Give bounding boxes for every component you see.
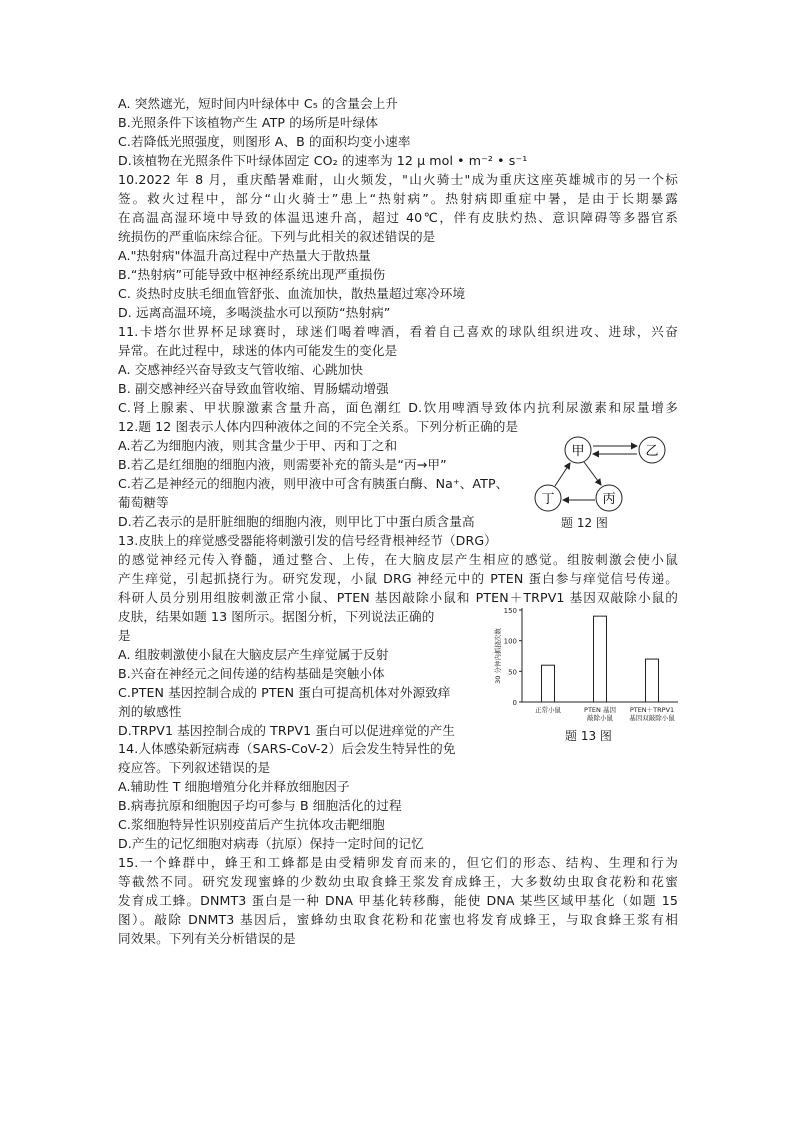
q14-option-b: B.病毒抗原和细胞因子均可参与 B 细胞活化的过程 [118,798,402,813]
q15-stem-line3: 发育成工蜂。DNMT3 蛋白是一种 DNA 甲基化转移酶，能使 DNA 某些区域甲基化（如题 15 [118,893,678,908]
q9-option-b: B.光照条件下该植物产生 ATP 的场所是叶绿体 [118,115,379,130]
q10-stem-line3: 在高温高湿环境中导致的体温迅速升高，超过 40℃，伴有皮肤灼热、意识障碍等多器官系 [118,210,678,225]
q13-stem-line5: 皮肤，结果如题 13 图所示。据图分析，下列说法正确的 [118,609,435,624]
q10-stem-line1: 10.2022 年 8 月，重庆酷暑难耐，山火频发，"山火骑士"成为重庆这座英雄城市的另一个标 [118,172,678,187]
q10-stem-line4: 统损伤的严重临床综合征。下列与此相关的叙述错误的是 [118,229,436,244]
q11-option-a: A. 交感神经兴奋导致支气管收缩、心跳加快 [118,362,364,377]
q13-stem-line4: 科研人员分别用组胺刺激正常小鼠、PTEN 基因敲除小鼠和 PTEN＋TRPV1 基因双敲除小鼠的 [118,590,678,605]
q14-stem-line1: 14.人体感染新冠病毒（SARS-CoV-2）后会发生特异性的免 [118,741,456,756]
figure-12-diagram [520,432,680,516]
q13-option-c-line1: C.PTEN 基因控制合成的 PTEN 蛋白可提高机体对外源致痒 [118,685,451,700]
y-tick-label: 0 [512,699,517,707]
q15-stem-line2: 等截然不同。研究发现蜜蜂的少数幼虫取食蜂王浆发育成蜂王，大多数幼虫取食花粉和花蜜 [118,874,678,889]
y-tick-label: 50 [508,668,517,677]
q14-option-c: C.浆细胞特异性识别疫苗后产生抗体攻击靶细胞 [118,817,385,832]
q9-option-c: C.若降低光照强度，则图形 A、B 的面积均变小速率 [118,134,411,149]
q11-stem-line2: 异常。在此过程中，球迷的体内可能发生的变化是 [118,343,398,358]
y-tick-label: 100 [503,637,517,646]
q10-option-c: C. 炎热时皮肤毛细血管舒张、血流加快，散热量超过寒冷环境 [118,286,466,301]
node-jia-label: 甲 [571,444,585,459]
arrow-ding-jia [555,463,570,486]
q12-option-a: A.若乙为细胞内液，则其含量少于甲、丙和丁之和 [118,438,398,453]
q15-stem-line5: 同效果。下列有关分析错误的是 [118,931,296,946]
q10-option-a: A."热射病"体温升高过程中产热量大于散热量 [118,248,371,263]
q14-option-d: D.产生的记忆细胞对病毒（抗原）保持一定时间的记忆 [118,836,424,851]
x-tick-label: 正常小鼠 [535,706,561,714]
q12-option-b: B.若乙是红细胞的细胞内液，则需要补充的箭头是“丙→甲” [118,457,447,472]
q9-option-a: A. 突然遮光，短时间内叶绿体中 C₅ 的含量会上升 [118,96,399,111]
y-axis-label: 30 分钟内抓挠次数 [494,628,502,684]
q10-stem-line2: 签。救火过程中，部分“山火骑士”患上“热射病”。热射病即重症中暑，是由于长期暴露 [118,191,678,206]
q13-stem-line1: 13.皮肤上的痒觉感受器能将刺激引发的信号经背根神经节（DRG） [118,533,497,548]
x-tick-label: 基因双敲除小鼠 [629,714,675,722]
q11-option-b: B. 副交感神经兴奋导致血管收缩、胃肠蠕动增强 [118,381,389,396]
x-tick-label: PTEN 基因 [584,706,616,714]
q10-option-d: D. 远离高温环境，多喝淡盐水可以预防“热射病” [118,305,391,320]
q15-stem-line1: 15.一个蜂群中，蜂王和工蜂都是由受精卵发育而来的，但它们的形态、结构、生理和行为 [118,855,678,870]
q9-option-d: D.该植物在光照条件下叶绿体固定 CO₂ 的速率为 12 μ mol • m⁻² • s⁻¹ [118,153,528,168]
q13-stem-line3: 产生痒觉，引起抓挠行为。研究发现，小鼠 DRG 神经元中的 PTEN 蛋白参与痒觉信号传递。 [118,571,678,586]
figure-13-bar-chart [482,600,682,725]
node-bing-label: 丙 [602,492,616,507]
node-yi-label: 乙 [645,444,659,459]
q11-stem-line1: 11.卡塔尔世界杯足球赛时，球迷们喝着啤酒，看着自己喜欢的球队组织进攻、进球，兴奋 [118,324,678,339]
x-tick-label: 敲除小鼠 [587,714,613,722]
q13-option-c-line2: 剂的敏感性 [118,704,182,719]
q15-stem-line4: 图）。敲除 DNMT3 基因后，蜜蜂幼虫取食花粉和花蜜也将发育成蜂王，与取食蜂王浆有相 [118,912,678,927]
bar [594,616,607,702]
y-tick-label: 150 [503,607,517,615]
q14-option-a: A.辅助性 T 细胞增殖分化并释放细胞因子 [118,779,350,794]
q12-option-c-line1: C.若乙是神经元的细胞内液，则甲液中可含有胰蛋白酶、Na⁺、ATP、 [118,476,509,491]
q14-stem-line2: 疫应答。下列叙述错误的是 [118,760,271,775]
x-tick-label: PTEN＋TRPV1 [629,706,675,714]
q12-option-c-line2: 葡萄糖等 [118,495,169,510]
q12-stem: 12.题 12 图表示人体内四种液体之间的不完全关系。下列分析正确的是 [118,419,519,434]
q11-option-cd: C.肾上腺素、甲状腺激素含量升高，面色潮红 D.饮用啤酒导致体内抗利尿激素和尿量增多 [118,400,678,415]
node-ding-label: 丁 [541,492,555,507]
arrow-jia-bing [584,462,601,485]
q12-option-d: D.若乙表示的是肝脏细胞的细胞内液，则甲比丁中蛋白质含量高 [118,514,475,529]
bar [646,659,659,702]
figure-12-caption: 题 12 图 [561,516,608,530]
q13-stem-line2: 的感觉神经元传入脊髓，通过整合、上传，在大脑皮层产生相应的感觉。组胺刺激会使小鼠 [118,552,678,567]
q13-option-b: B.兴奋在神经元之间传递的结构基础是突触小体 [118,666,385,681]
q13-option-a: A. 组胺刺激使小鼠在大脑皮层产生痒觉属于反射 [118,647,389,662]
q13-option-d: D.TRPV1 基因控制合成的 TRPV1 蛋白可以促进痒觉的产生 [118,723,456,738]
figure-13-caption: 题 13 图 [565,729,612,743]
q13-stem-line6: 是 [118,628,131,643]
q10-option-b: B.“热射病”可能导致中枢神经系统出现严重损伤 [118,267,386,282]
bar [542,665,555,702]
